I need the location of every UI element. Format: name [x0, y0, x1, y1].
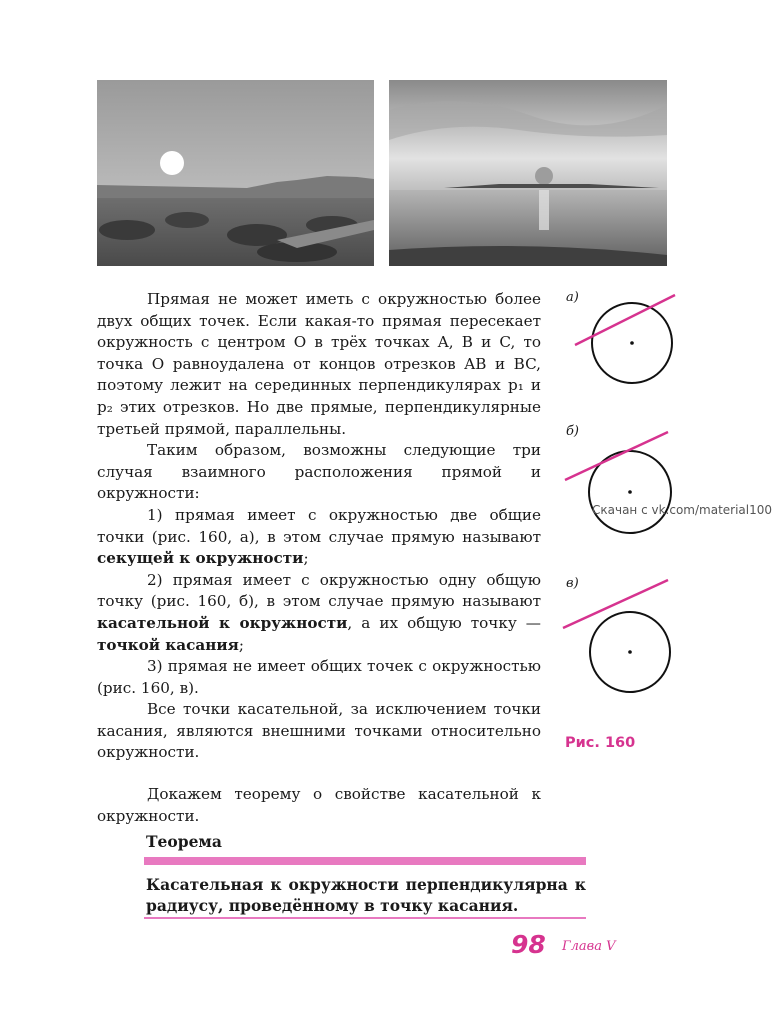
prove-intro — [97, 784, 541, 827]
external-line — [563, 580, 668, 628]
case-1-end: ; — [303, 549, 309, 568]
paragraph-external-points: Все точки касательной, за исключением точки касания, являются внешними точками относительно окружности. — [97, 700, 541, 762]
case-2-mid: , а их общую точку — — [347, 613, 541, 632]
figure-no-intersection-diagram — [560, 580, 680, 700]
case-1-text: 1) прямая имеет с окружностью две общие точки (рис. 160, а), в этом случае прямую называют — [97, 505, 541, 546]
case-2-text: 2) прямая имеет с окружностью одну общую точку (рис. 160, б), в этом случае прямую называют — [97, 570, 541, 611]
theorem-underline — [144, 917, 586, 919]
secant-line — [575, 295, 675, 345]
page-number: 98 — [511, 930, 546, 959]
figure-secant-diagram — [560, 290, 680, 410]
figure-label-c: в) — [566, 576, 579, 591]
paragraph-case-2 — [97, 570, 541, 656]
main-text-block — [97, 289, 541, 764]
case-2-end: ; — [238, 635, 244, 654]
desert-sunset-photo — [97, 80, 374, 266]
watermark: Скачан с vk.com/material100 — [592, 503, 773, 517]
theorem-statement: Касательная к окружности перпендикулярна к радиусу, проведённому в точку касания. — [146, 875, 586, 915]
figure-label-b: б) — [566, 424, 580, 439]
center-dot-b — [628, 490, 632, 494]
term-secant: секущей к окружности — [97, 549, 304, 568]
theorem-bar — [144, 857, 586, 865]
paragraph-cases-intro: Таким образом, возможны следующие три случая взаимного расположения прямой и окружности: — [97, 441, 541, 503]
chapter-label: Глава V — [562, 939, 616, 954]
paragraph-prove: Докажем теорему о свойстве касательной к окружности. — [97, 785, 541, 825]
paragraph-case-1 — [97, 505, 541, 570]
figure-label-a: а) — [566, 290, 579, 305]
term-tangent: касательной к окружности — [97, 613, 348, 632]
paragraph-case-3: 3) прямая не имеет общих точек с окружностью (рис. 160, в). — [97, 657, 541, 697]
center-dot-a — [630, 341, 634, 345]
center-dot-c — [628, 650, 632, 654]
tangent-line — [565, 432, 668, 480]
figure-caption: Рис. 160 — [565, 735, 636, 751]
figure-tangent-diagram — [560, 432, 680, 552]
sea-sunset-photo — [389, 80, 667, 266]
paragraph-lines-intersection: Прямая не может иметь с окружностью более двух общих точек. Если какая-то прямая пересекает окружность с центром O в трёх точках A, B и C, то точка O равноудалена от концов отрезков AB и BC, поэтому лежит на серединных перпендикулярах p₁ и p₂ этих отрезков. Но две прямые, перпендикулярные третьей прямой, параллельны. — [97, 290, 541, 438]
theorem-heading: Теорема — [146, 832, 222, 851]
term-tangent-point: точкой касания — [97, 635, 239, 654]
